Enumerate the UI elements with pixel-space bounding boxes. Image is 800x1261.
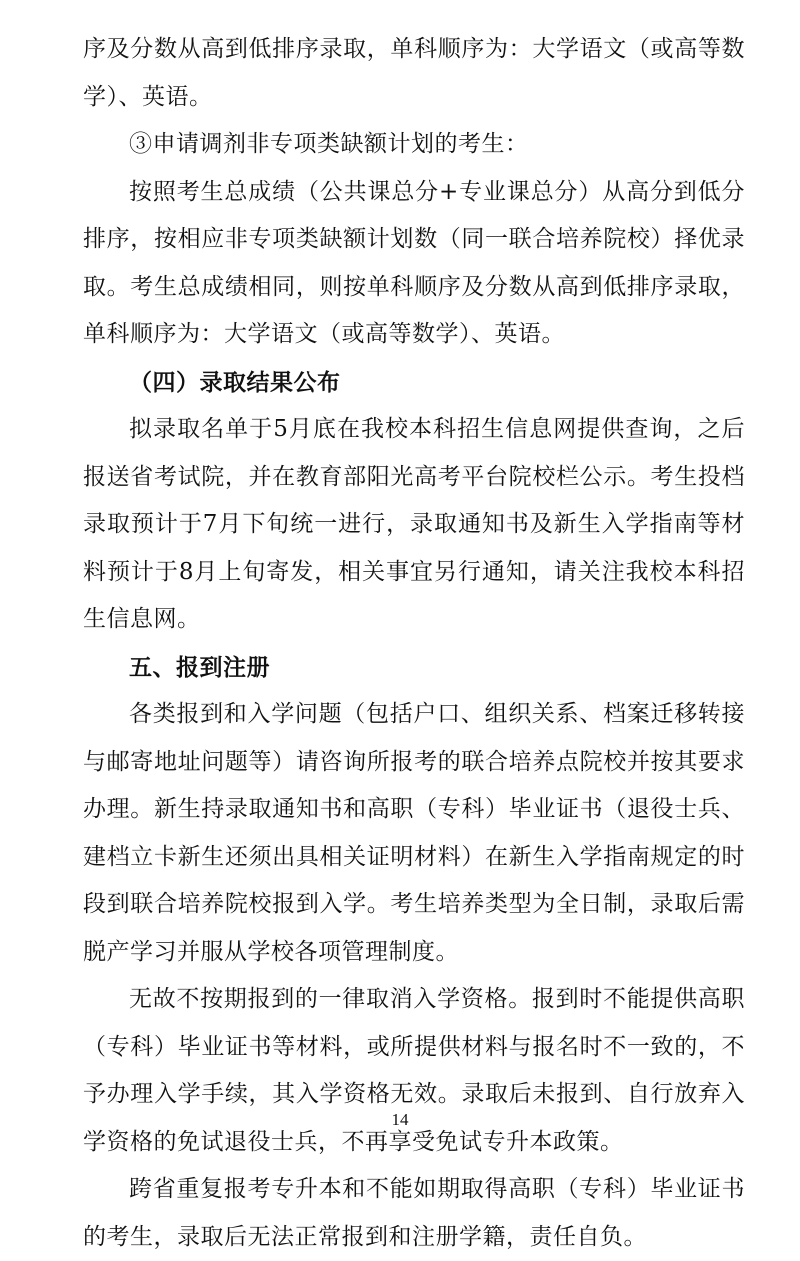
section-heading-admission-results: （四）录取结果公布	[129, 368, 341, 396]
paragraph-registration: 各类报到和入学问题（包括户口、组织关系、档案迁移转接与邮寄地址问题等）请咨询所报考的联合培养点院校并按其要求办理。新生持录取通知书和高职（专科）毕业证书（退役士兵、建档立卡新生还须出具相关证明材料）在新生入学指南规定的时段到联合培养院校报到入学。考生培养类型为全日制，录取后需脱产学习并服从学校各项管理制度。	[83, 701, 745, 965]
section-heading-registration: 五、报到注册	[129, 653, 270, 681]
paragraph-admission-results: 拟录取名单于5月底在我校本科招生信息网提供查询，之后报送省考试院，并在教育部阳光高考平台院校栏公示。考生投档录取预计于7月下旬统一进行，录取通知书及新生入学指南等材料预计于8月上旬寄发，相关事宜另行通知，请关注我校本科招生信息网。	[83, 416, 745, 632]
paragraph-cancellation: 无故不按期报到的一律取消入学资格。报到时不能提供高职（专科）毕业证书等材料，或所提供材料与报名时不一致的，不予办理入学手续，其入学资格无效。录取后未报到、自行放弃入学资格的免试退役士兵，不再享受免试专升本政策。	[83, 986, 745, 1155]
page-number: 14	[391, 1110, 409, 1129]
paragraph-continued: 序及分数从高到低排序录取，单科顺序为：大学语文（或高等数学）、英语。	[83, 36, 745, 110]
paragraph-adjustment-rules: 按照考生总成绩（公共课总分+专业课总分）从高分到低分排序，按相应非专项类缺额计划数（同一联合培养院校）择优录取。考生总成绩相同，则按单科顺序及分数从高到低排序录取，单科顺序为：大学语文（或高等数学）、英语。	[83, 178, 745, 347]
paragraph-responsibility: 跨省重复报考专升本和不能如期取得高职（专科）毕业证书的考生，录取后无法正常报到和注册学籍，责任自负。	[83, 1176, 745, 1250]
paragraph-adjustment-label: ③申请调剂非专项类缺额计划的考生：	[129, 131, 529, 157]
body-text	[83, 26, 745, 1261]
